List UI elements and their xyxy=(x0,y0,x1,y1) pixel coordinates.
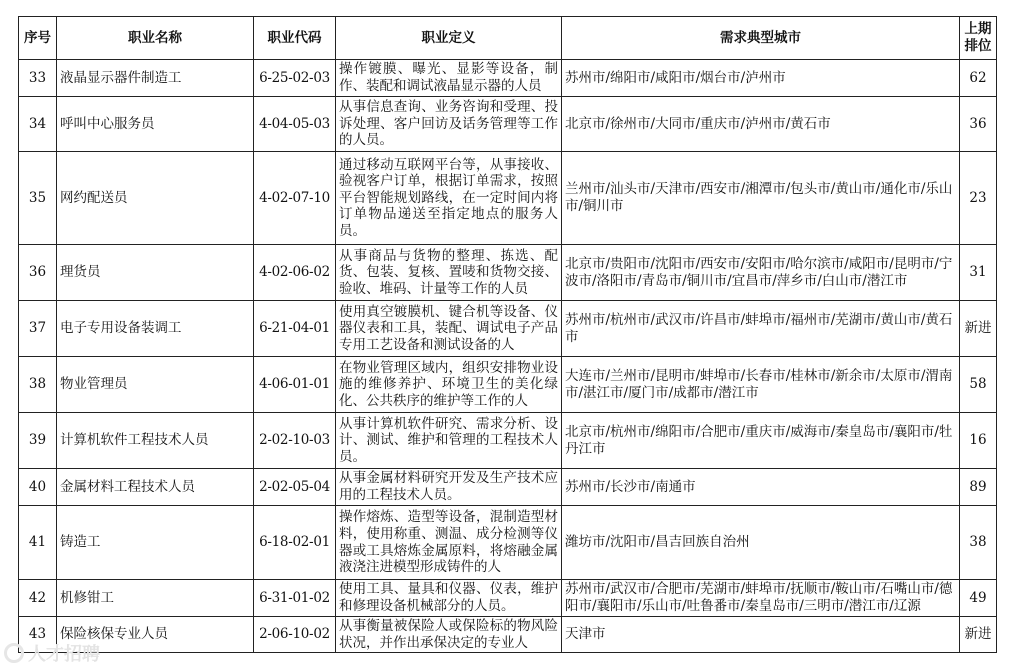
cell-name: 铸造工 xyxy=(57,506,254,580)
table-row xyxy=(19,617,997,653)
cell-definition: 从事金属材料研究开发及生产技术应用的工程技术人员。 xyxy=(336,469,562,506)
cell-name: 金属材料工程技术人员 xyxy=(57,469,254,506)
cell-no: 37 xyxy=(19,301,57,357)
cell-prev-rank: 89 xyxy=(960,469,997,506)
header-no: 序号 xyxy=(19,17,57,60)
header-prev-rank: 上期排位 xyxy=(960,17,997,60)
cell-cities: 北京市/贵阳市/沈阳市/西安市/安阳市/哈尔滨市/咸阳市/昆明市/宁波市/洛阳市/青岛市/铜川市/宜昌市/萍乡市/白山市/潜江市 xyxy=(562,245,960,301)
table-row xyxy=(19,580,997,617)
cell-code: 6-18-02-01 xyxy=(254,506,336,580)
cell-no: 38 xyxy=(19,357,57,413)
table-row xyxy=(19,152,997,245)
cell-no: 40 xyxy=(19,469,57,506)
cell-prev-rank: 62 xyxy=(960,60,997,97)
cell-definition: 操作镀膜、曝光、显影等设备，制作、装配和调试液晶显示器的人员 xyxy=(336,60,562,97)
cell-definition: 从事计算机软件研究、需求分析、设计、测试、维护和管理的工程技术人员。 xyxy=(336,413,562,469)
job-demand-table xyxy=(18,16,997,653)
cell-name: 机修钳工 xyxy=(57,580,254,617)
cell-code: 6-25-02-03 xyxy=(254,60,336,97)
cell-definition: 在物业管理区域内，组织安排物业设施的维修养护、环境卫生的美化绿化、公共秩序的维护等工作的人 xyxy=(336,357,562,413)
table-header xyxy=(19,17,997,60)
cell-cities: 苏州市/绵阳市/咸阳市/烟台市/泸州市 xyxy=(562,60,960,97)
cell-prev-rank: 58 xyxy=(960,357,997,413)
cell-no: 33 xyxy=(19,60,57,97)
cell-definition: 操作熔炼、造型等设备，混制造型材料，使用称重、测温、成分检测等仪器或工具熔炼金属原料，将熔融金属液浇注进模型形成铸件的人 xyxy=(336,506,562,580)
cell-code: 2-06-10-02 xyxy=(254,617,336,653)
cell-prev-rank: 49 xyxy=(960,580,997,617)
cell-name: 计算机软件工程技术人员 xyxy=(57,413,254,469)
cell-prev-rank: 31 xyxy=(960,245,997,301)
cell-prev-rank: 新进 xyxy=(960,301,997,357)
cell-cities: 潍坊市/沈阳市/昌吉回族自治州 xyxy=(562,506,960,580)
table-row xyxy=(19,301,997,357)
table-row xyxy=(19,97,997,152)
cell-name: 保险核保专业人员 xyxy=(57,617,254,653)
cell-code: 4-02-07-10 xyxy=(254,152,336,245)
cell-cities: 天津市 xyxy=(562,617,960,653)
cell-code: 6-31-01-02 xyxy=(254,580,336,617)
cell-definition: 从事信息查询、业务咨询和受理、投诉处理、客户回访及话务管理等工作的人员。 xyxy=(336,97,562,152)
cell-no: 36 xyxy=(19,245,57,301)
table-row xyxy=(19,357,997,413)
cell-name: 物业管理员 xyxy=(57,357,254,413)
logo-icon xyxy=(4,643,24,663)
cell-definition: 从事商品与货物的整理、拣选、配货、包装、复核、置唛和货物交接、验收、堆码、计量等工作的人员 xyxy=(336,245,562,301)
cell-no: 41 xyxy=(19,506,57,580)
watermark xyxy=(4,641,144,669)
header-cities: 需求典型城市 xyxy=(562,17,960,60)
table-row xyxy=(19,506,997,580)
cell-code: 4-06-01-01 xyxy=(254,357,336,413)
table-row xyxy=(19,245,997,301)
cell-name: 呼叫中心服务员 xyxy=(57,97,254,152)
table-row xyxy=(19,60,997,97)
table-row xyxy=(19,469,997,506)
cell-prev-rank: 23 xyxy=(960,152,997,245)
cell-name: 电子专用设备装调工 xyxy=(57,301,254,357)
cell-no: 35 xyxy=(19,152,57,245)
header-name: 职业名称 xyxy=(57,17,254,60)
cell-code: 4-04-05-03 xyxy=(254,97,336,152)
cell-prev-rank: 新进 xyxy=(960,617,997,653)
cell-name: 液晶显示器件制造工 xyxy=(57,60,254,97)
header-row xyxy=(19,17,997,60)
cell-prev-rank: 36 xyxy=(960,97,997,152)
cell-cities: 北京市/杭州市/绵阳市/合肥市/重庆市/威海市/秦皇岛市/襄阳市/牡丹江市 xyxy=(562,413,960,469)
cell-code: 2-02-05-04 xyxy=(254,469,336,506)
watermark-text: 人才招聘 xyxy=(28,644,100,665)
cell-definition: 从事衡量被保险人或保险标的物风险状况，并作出承保决定的专业人 xyxy=(336,617,562,653)
cell-cities: 苏州市/武汉市/合肥市/芜湖市/蚌埠市/抚顺市/鞍山市/石嘴山市/德阳市/襄阳市/乐山市/吐鲁番市/秦皇岛市/三明市/潜江市/辽源 xyxy=(562,580,960,617)
cell-no: 39 xyxy=(19,413,57,469)
table-body xyxy=(19,60,997,653)
cell-cities: 苏州市/长沙市/南通市 xyxy=(562,469,960,506)
cell-definition: 使用工具、量具和仪器、仪表，维护和修理设备机械部分的人员。 xyxy=(336,580,562,617)
cell-cities: 北京市/徐州市/大同市/重庆市/泸州市/黄石市 xyxy=(562,97,960,152)
cell-cities: 兰州市/汕头市/天津市/西安市/湘潭市/包头市/黄山市/通化市/乐山市/铜川市 xyxy=(562,152,960,245)
cell-name: 理货员 xyxy=(57,245,254,301)
cell-name: 网约配送员 xyxy=(57,152,254,245)
cell-cities: 苏州市/杭州市/武汉市/许昌市/蚌埠市/福州市/芜湖市/黄山市/黄石市 xyxy=(562,301,960,357)
cell-code: 4-02-06-02 xyxy=(254,245,336,301)
cell-no: 42 xyxy=(19,580,57,617)
cell-definition: 使用真空镀膜机、键合机等设备、仪器仪表和工具，装配、调试电子产品专用工艺设备和测试设备的人 xyxy=(336,301,562,357)
header-definition: 职业定义 xyxy=(336,17,562,60)
table-row xyxy=(19,413,997,469)
cell-code: 2-02-10-03 xyxy=(254,413,336,469)
cell-code: 6-21-04-01 xyxy=(254,301,336,357)
cell-definition: 通过移动互联网平台等，从事接收、验视客户订单，根据订单需求，按照平台智能规划路线，在一定时间内将订单物品递送至指定地点的服务人员。 xyxy=(336,152,562,245)
cell-cities: 大连市/兰州市/昆明市/蚌埠市/长春市/桂林市/新余市/太原市/渭南市/湛江市/厦门市/成都市/潜江市 xyxy=(562,357,960,413)
header-code: 职业代码 xyxy=(254,17,336,60)
cell-no: 43 xyxy=(19,617,57,653)
cell-prev-rank: 16 xyxy=(960,413,997,469)
cell-prev-rank: 38 xyxy=(960,506,997,580)
cell-no: 34 xyxy=(19,97,57,152)
